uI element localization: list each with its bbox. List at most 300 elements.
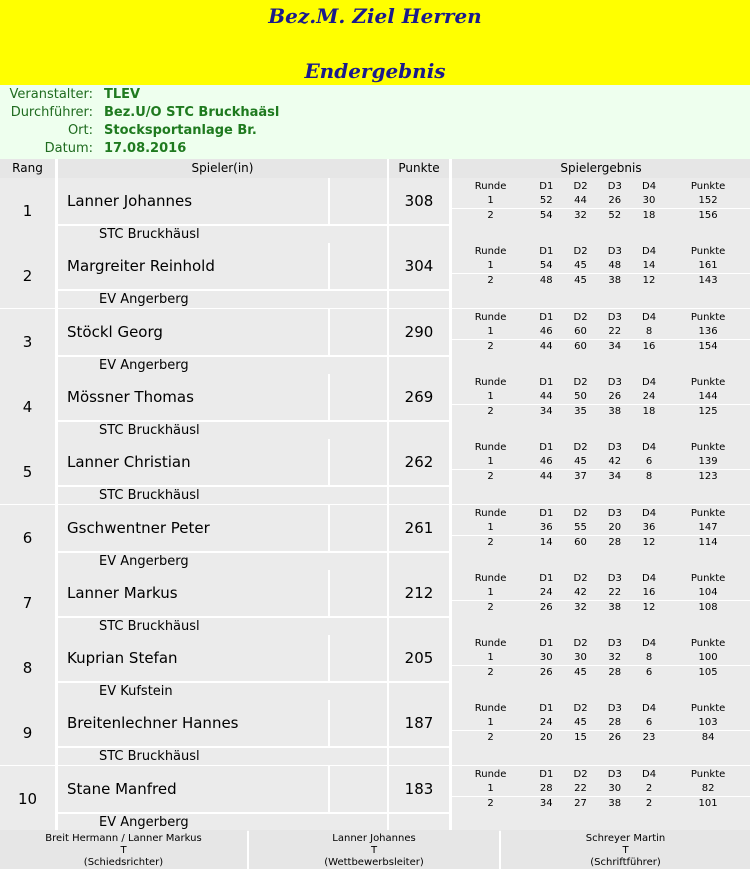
round-cell: 147: [698, 522, 718, 533]
player-club: EV Angerberg: [58, 553, 387, 570]
round-cell: 2: [452, 339, 529, 354]
round-cell: 26: [598, 730, 632, 745]
round-cell: 2: [452, 665, 529, 680]
player-name: Gschwentner Peter: [58, 505, 328, 551]
round-cell: 2: [452, 273, 529, 288]
round-cell: 154: [666, 339, 750, 354]
player-points: 290: [389, 309, 449, 355]
player-points: 183: [389, 766, 449, 812]
player-rank: 8: [0, 635, 55, 700]
player-name: Stöckl Georg: [58, 309, 328, 355]
player-results: [452, 505, 750, 570]
round-cell: 100: [698, 652, 718, 663]
round-cell: 26: [608, 391, 622, 402]
round-col-header: D4: [642, 508, 657, 519]
round-header-row: [452, 637, 750, 651]
round-row: [452, 651, 750, 665]
round-cell: 34: [529, 404, 563, 419]
player-points-spacer: [389, 618, 449, 635]
round-cell: 12: [632, 535, 666, 550]
round-cell: 2: [645, 783, 653, 794]
round-col-header: D1: [539, 769, 554, 780]
round-cell: 125: [666, 404, 750, 419]
round-col-header: D4: [642, 312, 657, 323]
round-cell: 143: [666, 273, 750, 288]
round-results-table: [452, 311, 750, 354]
round-cell: 108: [666, 600, 750, 615]
round-cell: 16: [642, 587, 656, 598]
round-results-table: [452, 441, 750, 484]
player-row: [0, 505, 750, 570]
round-results-table: [452, 245, 750, 288]
round-col-header: D2: [573, 638, 588, 649]
round-cell: 44: [574, 195, 587, 206]
round-col-header: D1: [539, 312, 554, 323]
round-cell: 54: [539, 260, 553, 271]
header-spielergebnis: Spielergebnis: [452, 159, 750, 178]
round-cell: 38: [598, 600, 632, 615]
round-cell: 2: [452, 730, 529, 745]
round-cell: 12: [632, 600, 666, 615]
round-cell: 60: [563, 339, 597, 354]
round-cell: 1: [487, 326, 494, 337]
round-col-header: D3: [607, 312, 622, 323]
round-cell: 1: [487, 195, 494, 206]
player-results: [452, 243, 750, 308]
round-cell: 45: [574, 260, 587, 271]
round-col-header: D2: [573, 312, 588, 323]
event-info: [0, 85, 750, 159]
footer-role: (Wettbewerbsleiter): [324, 857, 424, 868]
round-cell: 32: [563, 600, 597, 615]
player-name: Mössner Thomas: [58, 374, 328, 420]
round-cell: 12: [632, 273, 666, 288]
round-cell: 28: [598, 535, 632, 550]
player-results: [452, 439, 750, 504]
player-points: 212: [389, 570, 449, 616]
round-col-header: D4: [642, 377, 657, 388]
header-spieler: Spieler(in): [58, 159, 387, 178]
round-cell: 1: [487, 652, 494, 663]
round-col-header: D4: [642, 638, 657, 649]
header-rang: Rang: [0, 159, 55, 178]
player-name-spacer: [330, 570, 387, 616]
round-header-row: [452, 702, 750, 716]
round-row: [452, 782, 750, 796]
round-col-header: Punkte: [690, 442, 726, 453]
round-cell: 105: [666, 665, 750, 680]
player-club: EV Kufstein: [58, 683, 387, 700]
player-club: EV Angerberg: [58, 814, 387, 831]
round-results-table: [452, 768, 750, 811]
round-cell: 114: [666, 535, 750, 550]
player-points-spacer: [389, 357, 449, 374]
round-cell: 60: [563, 535, 597, 550]
player-rank: 10: [0, 766, 55, 831]
player-row: [0, 766, 750, 831]
player-row: [0, 700, 750, 765]
round-cell: 36: [642, 522, 656, 533]
player-club: STC Bruckhäusl: [58, 487, 387, 504]
round-cell: 1: [487, 391, 494, 402]
player-club: STC Bruckhäusl: [58, 748, 387, 765]
round-cell: 23: [632, 730, 666, 745]
player-results: [452, 635, 750, 700]
round-cell: 161: [698, 260, 718, 271]
player-name: Lanner Johannes: [58, 178, 328, 224]
info-value: TLEV: [104, 87, 141, 102]
round-row: [452, 469, 750, 484]
round-col-header: Punkte: [690, 508, 726, 519]
round-cell: 44: [529, 469, 563, 484]
round-cell: 1: [487, 587, 494, 598]
round-cell: 104: [698, 587, 718, 598]
round-cell: 6: [645, 456, 653, 467]
player-club: EV Angerberg: [58, 357, 387, 374]
round-col-header: D3: [607, 638, 622, 649]
round-header-row: [452, 376, 750, 390]
round-cell: 30: [539, 652, 553, 663]
round-cell: 14: [642, 260, 656, 271]
footer-schriftfuehrer: [501, 830, 750, 869]
round-cell: 6: [632, 665, 666, 680]
round-cell: 18: [632, 208, 666, 223]
round-cell: 60: [574, 326, 587, 337]
round-cell: 55: [574, 522, 587, 533]
round-cell: 30: [642, 195, 656, 206]
round-col-header: D3: [607, 769, 622, 780]
round-cell: 82: [701, 783, 715, 794]
round-row: [452, 730, 750, 745]
round-cell: 45: [563, 273, 597, 288]
round-header-row: [452, 507, 750, 521]
player-results: [452, 374, 750, 439]
round-col-header: D4: [642, 769, 657, 780]
round-cell: 2: [452, 208, 529, 223]
round-col-header: D2: [573, 703, 588, 714]
player-row: [0, 570, 750, 635]
round-header-row: [452, 180, 750, 194]
round-cell: 1: [487, 783, 494, 794]
player-rank: 3: [0, 309, 55, 374]
player-results: [452, 309, 750, 374]
round-col-header: D1: [539, 377, 554, 388]
round-cell: 123: [666, 469, 750, 484]
round-cell: 32: [563, 208, 597, 223]
round-col-header: Runde: [474, 573, 507, 584]
player-points-spacer: [389, 553, 449, 570]
round-cell: 136: [698, 326, 718, 337]
round-col-header: Runde: [474, 442, 507, 453]
round-cell: 44: [529, 339, 563, 354]
player-results: [452, 700, 750, 765]
round-col-header: D2: [573, 181, 588, 192]
player-points-spacer: [389, 748, 449, 765]
player-points-spacer: [389, 814, 449, 831]
round-col-header: D1: [539, 703, 554, 714]
round-cell: 1: [487, 456, 494, 467]
player-points: 262: [389, 439, 449, 485]
round-col-header: Runde: [474, 181, 507, 192]
player-points: 304: [389, 243, 449, 289]
round-col-header: D2: [573, 442, 588, 453]
round-cell: 34: [598, 469, 632, 484]
round-cell: 1: [487, 717, 494, 728]
player-name-spacer: [330, 374, 387, 420]
player-row: [0, 439, 750, 504]
round-cell: 101: [666, 796, 750, 811]
round-results-table: [452, 702, 750, 745]
info-value: Stocksportanlage Br.: [104, 123, 257, 138]
round-header-row: [452, 572, 750, 586]
round-col-header: D3: [607, 442, 622, 453]
player-rank: 5: [0, 439, 55, 504]
player-row: [0, 374, 750, 439]
round-cell: 28: [539, 783, 553, 794]
round-col-header: Punkte: [690, 769, 726, 780]
round-col-header: Punkte: [690, 246, 726, 257]
round-row: [452, 665, 750, 680]
player-name: Lanner Christian: [58, 439, 328, 485]
round-cell: 2: [632, 796, 666, 811]
round-row: [452, 521, 750, 535]
round-cell: 52: [539, 195, 553, 206]
round-cell: 34: [529, 796, 563, 811]
round-cell: 2: [452, 469, 529, 484]
round-cell: 26: [529, 600, 563, 615]
round-cell: 36: [539, 522, 553, 533]
player-points-spacer: [389, 487, 449, 504]
round-cell: 22: [608, 326, 622, 337]
round-header-row: [452, 441, 750, 455]
round-cell: 42: [574, 587, 587, 598]
round-col-header: D3: [607, 703, 622, 714]
info-value: 17.08.2016: [104, 141, 187, 156]
round-cell: 34: [598, 339, 632, 354]
round-cell: 35: [563, 404, 597, 419]
round-cell: 8: [632, 469, 666, 484]
player-row: [0, 178, 750, 243]
round-row: [452, 716, 750, 730]
player-rank: 4: [0, 374, 55, 439]
round-col-header: Runde: [474, 703, 507, 714]
player-results: [452, 178, 750, 243]
player-results: [452, 570, 750, 635]
round-col-header: D1: [539, 638, 554, 649]
player-row: [0, 635, 750, 700]
round-row: [452, 208, 750, 223]
round-cell: 28: [598, 665, 632, 680]
player-name-spacer: [330, 243, 387, 289]
round-col-header: D1: [539, 181, 554, 192]
round-row: [452, 390, 750, 404]
player-name: Breitenlechner Hannes: [58, 700, 328, 746]
title-banner: [0, 0, 750, 85]
round-row: [452, 273, 750, 288]
player-points-spacer: [389, 226, 449, 243]
player-name-spacer: [330, 766, 387, 812]
info-row-durchfuehrer: [0, 105, 750, 123]
round-cell: 30: [608, 783, 622, 794]
player-club: EV Angerberg: [58, 291, 387, 308]
round-results-table: [452, 507, 750, 550]
round-col-header: Runde: [474, 638, 507, 649]
round-cell: 46: [539, 326, 553, 337]
info-value: Bez.U/O STC Bruckhaäsl: [104, 105, 280, 120]
round-cell: 8: [645, 326, 653, 337]
player-name: Kuprian Stefan: [58, 635, 328, 681]
round-col-header: D4: [642, 246, 657, 257]
info-label: Datum:: [44, 141, 93, 156]
round-cell: 24: [642, 391, 656, 402]
round-cell: 84: [666, 730, 750, 745]
player-points: 308: [389, 178, 449, 224]
round-cell: 2: [452, 535, 529, 550]
player-name-spacer: [330, 178, 387, 224]
round-row: [452, 535, 750, 550]
round-cell: 48: [529, 273, 563, 288]
round-cell: 2: [452, 796, 529, 811]
player-results: [452, 766, 750, 831]
player-points: 261: [389, 505, 449, 551]
player-points-spacer: [389, 683, 449, 700]
header-punkte: Punkte: [389, 159, 449, 178]
player-rank: 9: [0, 700, 55, 765]
round-cell: 152: [698, 195, 718, 206]
round-cell: 1: [487, 522, 494, 533]
round-col-header: Punkte: [690, 312, 726, 323]
round-col-header: Punkte: [690, 573, 726, 584]
round-col-header: D3: [607, 377, 622, 388]
round-row: [452, 455, 750, 469]
round-cell: 42: [608, 456, 622, 467]
round-cell: 2: [452, 404, 529, 419]
player-name-spacer: [330, 700, 387, 746]
round-col-header: Runde: [474, 769, 507, 780]
info-label: Veranstalter:: [9, 87, 93, 102]
round-col-header: D3: [607, 508, 622, 519]
player-name-spacer: [330, 309, 387, 355]
round-cell: 52: [598, 208, 632, 223]
footer-mark: T: [622, 845, 629, 856]
round-results-table: [452, 376, 750, 419]
player-rank: 7: [0, 570, 55, 635]
round-col-header: Runde: [474, 246, 507, 257]
round-row: [452, 259, 750, 273]
footer-wettbewerbsleiter: [249, 830, 499, 869]
round-cell: 26: [608, 195, 622, 206]
round-col-header: D2: [573, 246, 588, 257]
round-cell: 24: [539, 587, 553, 598]
round-col-header: D4: [642, 442, 657, 453]
round-row: [452, 586, 750, 600]
player-name: Stane Manfred: [58, 766, 328, 812]
player-club: STC Bruckhäusl: [58, 618, 387, 635]
footer-names: Lanner Johannes: [332, 833, 416, 844]
round-cell: 45: [563, 665, 597, 680]
round-cell: 22: [608, 587, 622, 598]
player-points: 269: [389, 374, 449, 420]
round-col-header: D2: [573, 769, 588, 780]
round-row: [452, 404, 750, 419]
round-col-header: D2: [573, 377, 588, 388]
page-title: Bez.M. Ziel Herren: [268, 4, 482, 28]
round-col-header: Punkte: [690, 703, 726, 714]
round-col-header: Runde: [474, 377, 507, 388]
player-name: Margreiter Reinhold: [58, 243, 328, 289]
player-points-spacer: [389, 422, 449, 439]
round-results-table: [452, 180, 750, 223]
round-col-header: D4: [642, 703, 657, 714]
round-cell: 24: [539, 717, 553, 728]
round-header-row: [452, 245, 750, 259]
player-name-spacer: [330, 439, 387, 485]
round-cell: 2: [452, 600, 529, 615]
round-cell: 6: [645, 717, 653, 728]
info-row-ort: [0, 123, 750, 141]
info-label: Durchführer:: [10, 105, 93, 120]
round-col-header: D3: [607, 181, 622, 192]
player-club: STC Bruckhäusl: [58, 422, 387, 439]
round-cell: 50: [574, 391, 587, 402]
round-cell: 20: [608, 522, 622, 533]
player-name-spacer: [330, 505, 387, 551]
round-cell: 26: [529, 665, 563, 680]
player-rank: 1: [0, 178, 55, 243]
player-points-spacer: [389, 291, 449, 308]
round-cell: 45: [574, 456, 587, 467]
round-cell: 48: [608, 260, 622, 271]
round-cell: 20: [529, 730, 563, 745]
round-col-header: D1: [539, 442, 554, 453]
round-results-table: [452, 572, 750, 615]
round-cell: 103: [698, 717, 718, 728]
round-row: [452, 325, 750, 339]
round-col-header: D4: [642, 573, 657, 584]
player-name: Lanner Markus: [58, 570, 328, 616]
footer-names: Breit Hermann / Lanner Markus: [45, 833, 202, 844]
round-cell: 32: [608, 652, 622, 663]
round-cell: 30: [574, 652, 587, 663]
round-col-header: D3: [607, 573, 622, 584]
round-cell: 44: [539, 391, 553, 402]
round-col-header: Runde: [474, 312, 507, 323]
footer-schiedsrichter: [0, 830, 247, 869]
round-col-header: D1: [539, 246, 554, 257]
round-cell: 28: [608, 717, 622, 728]
round-cell: 37: [563, 469, 597, 484]
round-cell: 144: [698, 391, 718, 402]
round-col-header: D1: [539, 508, 554, 519]
round-cell: 1: [487, 260, 494, 271]
round-cell: 38: [598, 796, 632, 811]
info-row-datum: [0, 141, 750, 159]
round-row: [452, 194, 750, 208]
player-row: [0, 309, 750, 374]
footer-mark: T: [120, 845, 127, 856]
round-cell: 27: [563, 796, 597, 811]
footer-names: Schreyer Martin: [585, 833, 666, 844]
round-cell: 8: [645, 652, 653, 663]
player-club: STC Bruckhäusl: [58, 226, 387, 243]
footer-role: (Schriftführer): [590, 857, 661, 868]
player-row: [0, 243, 750, 308]
round-col-header: D3: [607, 246, 622, 257]
player-rank: 2: [0, 243, 55, 308]
round-col-header: Punkte: [690, 181, 726, 192]
round-col-header: Runde: [474, 508, 507, 519]
footer-mark: T: [370, 845, 378, 856]
